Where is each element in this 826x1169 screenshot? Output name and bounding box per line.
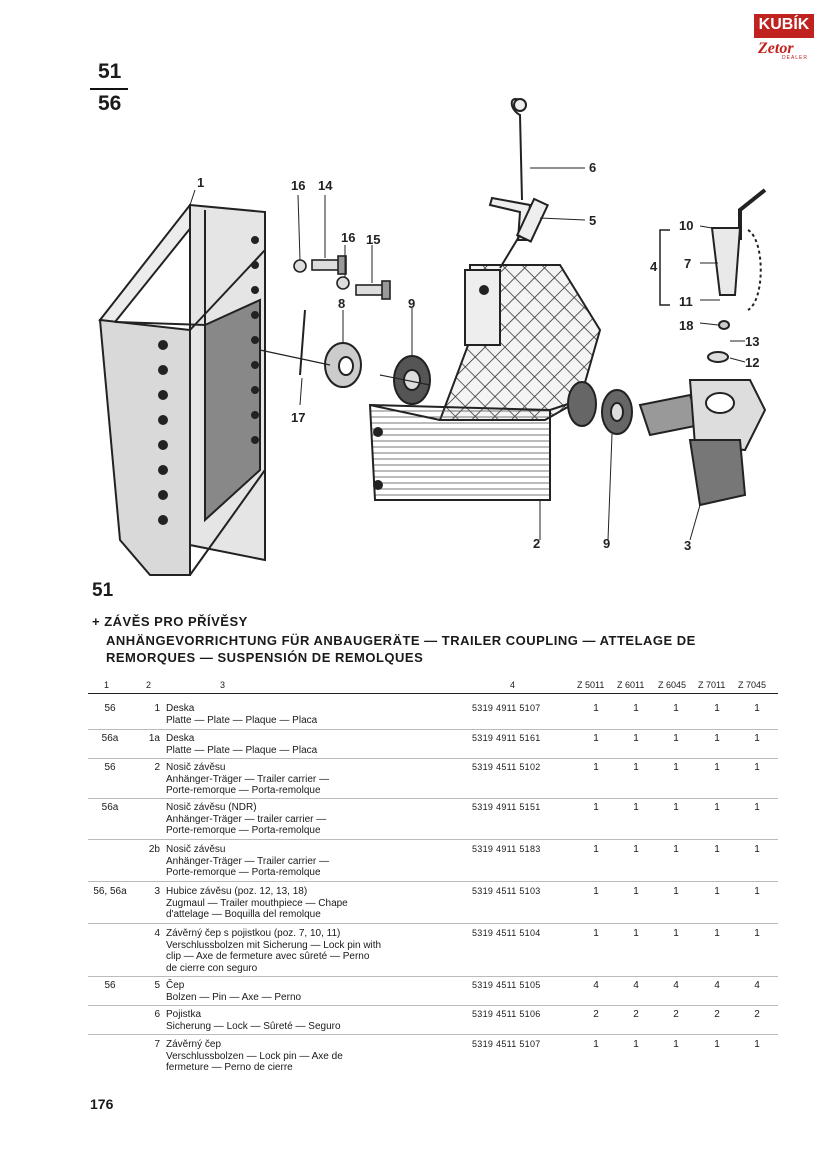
cell-pos: 5: [154, 980, 160, 991]
cell-qty: 1: [593, 762, 599, 773]
callout-16a: 16: [291, 178, 306, 193]
cell-qty: 2: [633, 1009, 639, 1020]
cell-pos: 7: [154, 1039, 160, 1050]
row-rule: [88, 1005, 778, 1006]
callout-7: 7: [684, 256, 692, 271]
desc-line: d'attelage — Boquilla del remolque: [166, 909, 321, 920]
desc-line: Anhänger-Träger — trailer carrier —: [166, 813, 327, 825]
col-header-4: 4: [510, 680, 516, 690]
col-header-1: 1: [104, 680, 110, 690]
cell-qty: 1: [714, 1039, 720, 1050]
callout-11: 11: [679, 294, 693, 309]
desc-line: Platte — Plate — Plaque — Placa: [166, 744, 318, 756]
desc-line: Anhänger-Träger — Trailer carrier —: [166, 773, 330, 785]
group-number-bottom: 56: [98, 92, 122, 115]
group-number-top: 51: [98, 60, 122, 83]
cell-qty: 2: [673, 1009, 679, 1020]
cell-qty: 1: [714, 703, 720, 714]
logo-sub: Zetor: [758, 40, 794, 57]
cell-part-number: 5319 4911 5151: [472, 802, 541, 812]
cell-qty: 1: [593, 703, 599, 714]
cell-qty: 2: [754, 1009, 760, 1020]
callout-16b: 16: [341, 230, 356, 245]
row-rule: [88, 798, 778, 799]
cell-desc: [166, 844, 466, 879]
cell-qty: 1: [754, 1039, 760, 1050]
cell-part-number: 5319 4911 5183: [472, 844, 541, 854]
cell-part-number: 5319 4511 5107: [472, 1039, 541, 1049]
cell-qty: 1: [673, 886, 679, 897]
callout-10: 10: [679, 218, 694, 233]
cell-desc: [166, 886, 466, 921]
desc-line: Bolzen — Pin — Axe — Perno: [166, 991, 302, 1003]
callout-9a: 9: [408, 296, 416, 311]
cell-qty: 1: [633, 886, 639, 897]
row-rule: [88, 758, 778, 759]
row-rule: [88, 976, 778, 977]
cell-qty: 1: [673, 762, 679, 773]
cell-group: 56a: [101, 802, 119, 813]
cell-pos: 2b: [148, 844, 160, 855]
callout-5: 5: [589, 213, 597, 228]
desc-line: Hubice závěsu (poz. 12, 13, 18): [166, 886, 308, 897]
cell-qty: 1: [593, 1039, 599, 1050]
cell-pos: 2: [154, 762, 160, 773]
cell-qty: 2: [714, 1009, 720, 1020]
section-number: 51: [92, 580, 114, 601]
logo-brand: KUBÍK: [758, 16, 810, 33]
cell-group: 56, 56a: [93, 886, 127, 897]
desc-line: Nosič závěsu: [166, 762, 226, 773]
cell-pos: 6: [154, 1009, 160, 1020]
cell-qty: 1: [673, 1039, 679, 1050]
desc-line: clip — Axe de fermeture avec sûreté — Perno: [166, 951, 370, 962]
section-title-line-2: REMORQUES — SUSPENSIÓN DE REMOLQUES: [106, 650, 424, 665]
callout-6: 6: [589, 160, 597, 175]
cell-desc: [166, 733, 466, 756]
logo-sub2: DEALER: [782, 55, 809, 61]
cell-qty: 1: [673, 703, 679, 714]
section-title-line-1: ANHÄNGEVORRICHTUNG FÜR ANBAUGERÄTE — TRAILER COUPLING — ATTELAGE DE: [106, 633, 696, 648]
callout-12: 12: [745, 355, 760, 370]
col-header-z5011: Z 5011: [577, 680, 605, 690]
cell-pos: 4: [154, 928, 160, 939]
cell-qty: 1: [593, 844, 599, 855]
cell-qty: 1: [714, 762, 720, 773]
cell-qty: 1: [754, 703, 760, 714]
cell-qty: 1: [633, 802, 639, 813]
callout-13: 13: [745, 334, 760, 349]
desc-line: Závěrný čep: [166, 1039, 222, 1050]
cell-part-number: 5319 4511 5104: [472, 928, 541, 938]
cell-qty: 1: [754, 886, 760, 897]
cell-qty: 1: [633, 762, 639, 773]
cell-qty: 2: [593, 1009, 599, 1020]
cell-desc: [166, 928, 466, 974]
cell-qty: 1: [633, 703, 639, 714]
cell-qty: 1: [633, 844, 639, 855]
cell-pos: 1: [154, 703, 160, 714]
desc-line: Verschlussbolzen — Lock pin — Axe de: [166, 1050, 343, 1062]
cell-qty: 1: [673, 802, 679, 813]
col-header-z7045: Z 7045: [738, 680, 767, 690]
desc-line: Porte-remorque — Porta-remolque: [166, 825, 321, 836]
cell-qty: 4: [673, 980, 679, 991]
callout-9b: 9: [603, 536, 611, 551]
cell-qty: 1: [593, 928, 599, 939]
cell-part-number: 5319 4911 5107: [472, 703, 541, 713]
callout-15: 15: [366, 232, 381, 247]
cell-qty: 4: [714, 980, 720, 991]
cell-desc: [166, 1009, 466, 1032]
callout-17: 17: [291, 410, 306, 425]
row-rule: [88, 881, 778, 882]
col-header-z6045: Z 6045: [658, 680, 687, 690]
cell-qty: 1: [673, 844, 679, 855]
cell-qty: 1: [593, 886, 599, 897]
cell-qty: 1: [714, 886, 720, 897]
cell-qty: 1: [673, 733, 679, 744]
callout-18: 18: [679, 318, 694, 333]
cell-qty: 1: [633, 1039, 639, 1050]
cell-qty: 1: [714, 928, 720, 939]
cell-qty: 1: [593, 802, 599, 813]
row-rule: [88, 923, 778, 924]
callout-3: 3: [684, 538, 692, 553]
cell-qty: 1: [754, 733, 760, 744]
cell-desc: [166, 762, 466, 797]
col-header-z7011: Z 7011: [698, 680, 726, 690]
header-rule: [88, 693, 778, 694]
desc-line: Nosič závěsu: [166, 844, 226, 855]
desc-line: Deska: [166, 703, 195, 714]
col-header-3: 3: [220, 680, 226, 690]
cell-qty: 4: [633, 980, 639, 991]
callout-8: 8: [338, 296, 346, 311]
desc-line: Porte-remorque — Porta-remolque: [166, 785, 321, 796]
desc-line: Nosič závěsu (NDR): [166, 802, 257, 813]
cell-part-number: 5319 4911 5161: [472, 733, 541, 743]
cell-group: 56: [104, 980, 116, 991]
callout-14: 14: [318, 178, 333, 193]
cell-qty: 1: [754, 928, 760, 939]
cell-qty: 1: [593, 733, 599, 744]
desc-line: Závěrný čep s pojistkou (poz. 7, 10, 11): [166, 928, 341, 939]
desc-line: Sicherung — Lock — Sûreté — Seguro: [166, 1020, 341, 1032]
desc-line: Anhänger-Träger — Trailer carrier —: [166, 855, 330, 867]
cell-desc: [166, 1039, 466, 1074]
cell-desc: [166, 703, 466, 726]
cell-group: 56a: [101, 733, 119, 744]
desc-line: Deska: [166, 733, 195, 744]
desc-line: Porte-remorque — Porta-remolque: [166, 867, 321, 878]
cell-qty: 1: [754, 802, 760, 813]
cell-qty: 1: [714, 802, 720, 813]
desc-line: Čep: [166, 980, 185, 991]
cell-qty: 1: [754, 762, 760, 773]
cell-qty: 1: [754, 844, 760, 855]
row-rule: [88, 729, 778, 730]
row-rule: [88, 1034, 778, 1035]
callout-2: 2: [533, 536, 541, 551]
cell-pos: 3: [154, 886, 160, 897]
desc-line: Verschlussbolzen mit Sicherung — Lock pin with: [166, 939, 382, 951]
col-header-2: 2: [146, 680, 152, 690]
cell-qty: 4: [593, 980, 599, 991]
cell-desc: [166, 802, 466, 837]
cell-qty: 1: [714, 844, 720, 855]
cell-pos: 1a: [148, 733, 160, 744]
row-rule: [88, 839, 778, 840]
desc-line: de cierre con seguro: [166, 962, 258, 974]
cell-part-number: 5319 4511 5103: [472, 886, 541, 896]
desc-line: Zugmaul — Trailer mouthpiece — Chape: [166, 897, 348, 909]
callout-1: 1: [197, 175, 205, 190]
cell-group: 56: [104, 703, 116, 714]
cell-qty: 1: [633, 733, 639, 744]
cell-group: 56: [104, 762, 116, 773]
section-title-cz: + ZÁVĚS PRO PŘÍVĚSY: [92, 614, 248, 629]
cell-part-number: 5319 4511 5102: [472, 762, 541, 772]
cell-part-number: 5319 4511 5106: [472, 1009, 541, 1019]
cell-qty: 1: [714, 733, 720, 744]
cell-qty: 4: [754, 980, 760, 991]
cell-desc: [166, 980, 466, 1003]
cell-part-number: 5319 4511 5105: [472, 980, 541, 990]
page-number: 176: [90, 1096, 114, 1112]
cell-qty: 1: [633, 928, 639, 939]
desc-line: Pojistka: [166, 1009, 202, 1020]
callout-4: 4: [650, 259, 658, 274]
desc-line: Platte — Plate — Plaque — Placa: [166, 714, 318, 726]
cell-qty: 1: [673, 928, 679, 939]
col-header-z6011: Z 6011: [617, 680, 645, 690]
desc-line: fermeture — Perno de cierre: [166, 1062, 293, 1073]
